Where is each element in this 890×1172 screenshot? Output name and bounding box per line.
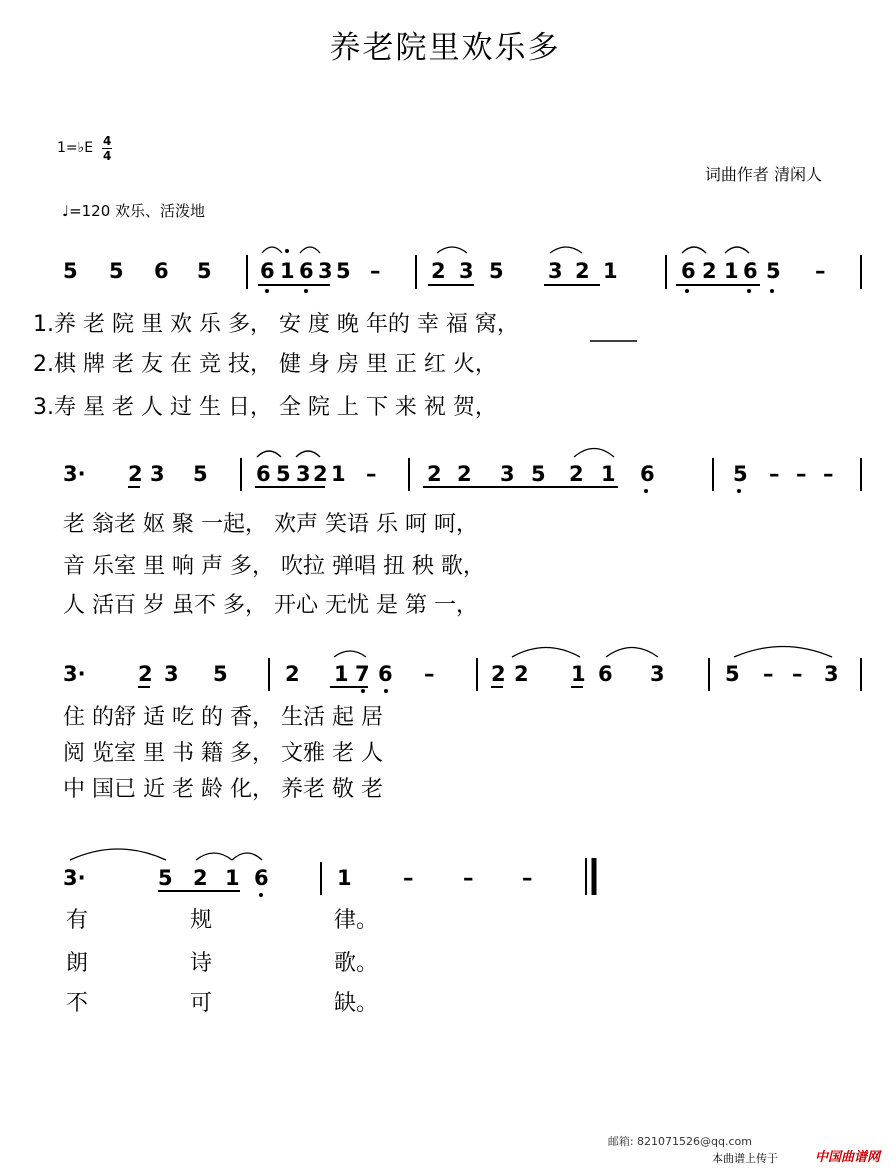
note: 5 <box>531 462 546 486</box>
slur <box>262 247 282 253</box>
lyric-word: 有 <box>66 908 89 933</box>
octave-dot <box>304 289 308 293</box>
slur <box>725 247 749 253</box>
note: 5 <box>109 259 124 283</box>
lyric-line: 中 国已 近 老 龄 化， 养老 敬 老 <box>63 777 383 802</box>
note: – <box>403 866 414 890</box>
note: – <box>792 662 803 686</box>
note: 1 <box>331 462 346 486</box>
slur <box>70 849 166 860</box>
lyric-word: 歌。 <box>334 951 379 976</box>
note: 5 <box>725 662 740 686</box>
time-signature-top: 4 <box>103 134 112 148</box>
note: 2 <box>285 662 300 686</box>
note: – <box>823 462 834 486</box>
lyric-word: 规 <box>190 908 213 933</box>
composer-credit: 词曲作者 清闲人 <box>704 165 822 184</box>
note: 6 <box>254 866 269 890</box>
octave-dot <box>644 489 648 493</box>
key-signature: 1=♭E <box>57 140 94 156</box>
note: 5 <box>276 462 291 486</box>
note: 2 <box>427 462 442 486</box>
note: – <box>522 866 533 890</box>
slur <box>232 853 262 860</box>
note: 1 <box>225 866 240 890</box>
slur <box>550 247 582 253</box>
note: 3· <box>63 462 86 486</box>
note: 2 <box>569 462 584 486</box>
page-title: 养老院里欢乐多 <box>329 30 561 66</box>
slur <box>300 247 320 253</box>
octave-dot <box>737 489 741 493</box>
note: 1 <box>724 259 739 283</box>
octave-dot <box>285 249 289 253</box>
note: 6 <box>154 259 169 283</box>
lyric-word: 律。 <box>334 908 379 933</box>
note: 2 <box>457 462 472 486</box>
note: 1 <box>280 259 295 283</box>
octave-dot <box>361 689 365 693</box>
slur <box>734 647 832 658</box>
note: – <box>763 662 774 686</box>
note: – <box>370 259 381 283</box>
time-signature-bottom: 4 <box>103 149 112 163</box>
note: 3 <box>318 259 333 283</box>
note: 5 <box>158 866 173 890</box>
slur <box>334 651 366 657</box>
note: 5 <box>766 259 781 283</box>
note: 6 <box>260 259 275 283</box>
note: 5 <box>193 462 208 486</box>
octave-dot <box>770 289 774 293</box>
octave-dot <box>747 289 751 293</box>
note: 6 <box>256 462 271 486</box>
note: 2 <box>138 662 153 686</box>
lyric-line: 1.养 老 院 里 欢 乐 多， 安 度 晚 年的 幸 福 窝， <box>33 312 519 337</box>
lyric-word: 可 <box>190 991 213 1016</box>
note: – <box>796 462 807 486</box>
lyric-line: 人 活百 岁 虽不 多， 开心 无忧 是 第 一， <box>63 593 478 618</box>
note: 6 <box>640 462 655 486</box>
note: 6 <box>299 259 314 283</box>
slur <box>606 648 658 658</box>
note: 1 <box>601 462 616 486</box>
site-logo: 中国曲谱网 <box>814 1150 880 1165</box>
note: 6 <box>598 662 613 686</box>
note: 6 <box>743 259 758 283</box>
note: 1 <box>571 662 586 686</box>
note: 3· <box>63 662 86 686</box>
slur <box>196 853 232 860</box>
octave-dot <box>384 689 388 693</box>
lyric-word: 不 <box>66 991 89 1016</box>
note: – <box>769 462 780 486</box>
lyric-line: 老 翁老 妪 聚 一起， 欢声 笑语 乐 呵 呵， <box>63 512 478 537</box>
note: 2 <box>313 462 328 486</box>
lyric-line: 2.棋 牌 老 友 在 竞 技， 健 身 房 里 正 红 火， <box>33 352 497 377</box>
slur <box>512 648 580 658</box>
note: 3 <box>824 662 839 686</box>
note: 7 <box>355 662 370 686</box>
tempo-marking: ♩=120 欢乐、活泼地 <box>62 202 206 220</box>
note: 5 <box>63 259 78 283</box>
note: 5 <box>213 662 228 686</box>
note: 3 <box>548 259 563 283</box>
note: 5 <box>197 259 212 283</box>
note: 3· <box>63 866 86 890</box>
slur <box>257 451 281 457</box>
note: 2 <box>431 259 446 283</box>
octave-dot <box>259 893 263 897</box>
lyric-word: 缺。 <box>334 991 379 1016</box>
note: 3 <box>500 462 515 486</box>
note: 1 <box>334 662 349 686</box>
note: 6 <box>681 259 696 283</box>
octave-dot <box>685 289 689 293</box>
note: 3 <box>650 662 665 686</box>
octave-dot <box>265 289 269 293</box>
lyric-line: 阅 览室 里 书 籍 多， 文雅 老 人 <box>63 741 383 766</box>
note: – <box>463 866 474 890</box>
lyric-word: 诗 <box>190 951 213 976</box>
slur <box>296 451 320 457</box>
note: 1 <box>603 259 618 283</box>
lyric-line: 住 的舒 适 吃 的 香， 生活 起 居 <box>63 705 383 730</box>
note: 2 <box>491 662 506 686</box>
note: 3 <box>164 662 179 686</box>
note: 5 <box>489 259 504 283</box>
note: 3 <box>150 462 165 486</box>
note: 6 <box>378 662 393 686</box>
slur <box>574 449 614 458</box>
lyric-line: 音 乐室 里 响 声 多， 吹拉 弹唱 扭 秧 歌， <box>63 554 485 579</box>
slur <box>437 247 467 253</box>
footer-email: 邮箱: 821071526@qq.com <box>607 1135 752 1148</box>
note: 3 <box>459 259 474 283</box>
note: 2 <box>514 662 529 686</box>
note: 2 <box>575 259 590 283</box>
slur <box>682 247 706 253</box>
lyric-line: 3.寿 星 老 人 过 生 日， 全 院 上 下 来 祝 贺， <box>33 395 497 420</box>
footer-upload-note: 本曲谱上传于 <box>712 1152 778 1165</box>
note: 2 <box>128 462 143 486</box>
note: – <box>815 259 826 283</box>
note: – <box>366 462 377 486</box>
note: 2 <box>193 866 208 890</box>
note: 2 <box>702 259 717 283</box>
note: 1 <box>337 866 352 890</box>
note: 5 <box>733 462 748 486</box>
lyric-word: 朗 <box>66 951 89 976</box>
note: – <box>424 662 435 686</box>
note: 3 <box>296 462 311 486</box>
note: 5 <box>336 259 351 283</box>
